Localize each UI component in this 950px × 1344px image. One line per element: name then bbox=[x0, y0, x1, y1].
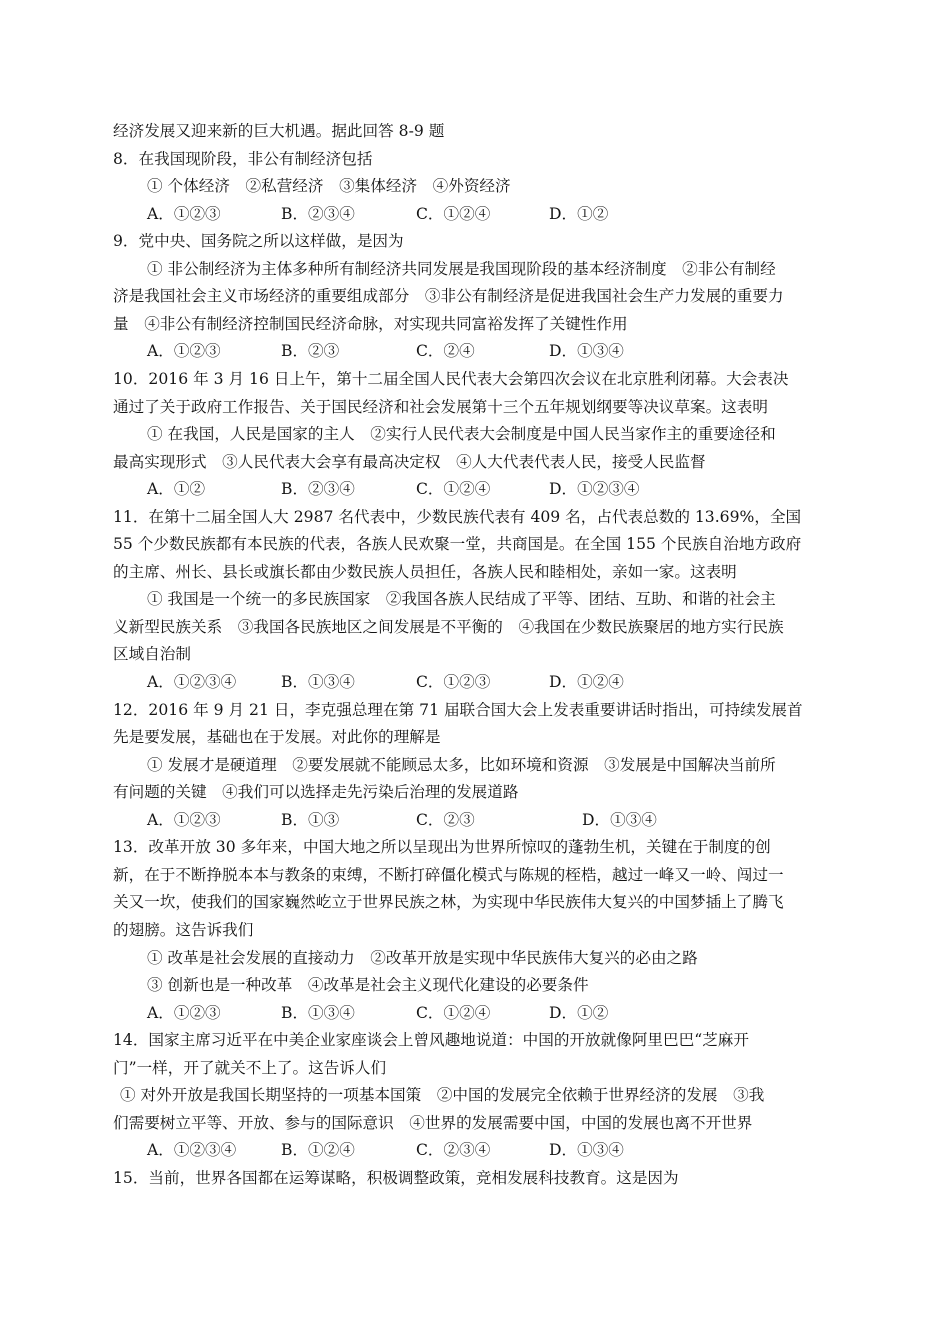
question-stem: 11．在第十二届全国人大 2987 名代表中，少数民族代表有 409 名，占代表总数的 13.69%，全国 bbox=[113, 507, 802, 526]
statement-line: ① 非公制经济为主体多种所有制经济共同发展是我国现阶段的基本经济制度 ②非公有制经 bbox=[147, 259, 776, 278]
answer-option: A．①②③ bbox=[147, 810, 221, 829]
statement-line: ① 改革是社会发展的直接动力 ②改革开放是实现中华民族伟大复兴的必由之路 bbox=[147, 948, 698, 967]
continuation-line: 的主席、州长、县长或旗长都由少数民族人员担任，各族人民和睦相处，亲如一家。这表明 bbox=[113, 562, 737, 581]
answer-option: B．②③ bbox=[281, 342, 340, 361]
continuation-line: 最高实现形式 ③人民代表大会享有最高决定权 ④人大代表代表人民，接受人民监督 bbox=[113, 452, 706, 471]
answer-option: D．①② bbox=[549, 204, 609, 223]
question-stem: 9．党中央、国务院之所以这样做，是因为 bbox=[113, 232, 404, 251]
continuation-line: 关又一坎，使我们的国家巍然屹立于世界民族之林，为实现中华民族伟大复兴的中国梦插上了腾飞 bbox=[113, 893, 784, 912]
continuation-line: 义新型民族关系 ③我国各民族地区之间发展是不平衡的 ④我国在少数民族聚居的地方实行民族 bbox=[113, 617, 784, 636]
statement-line: ① 我国是一个统一的多民族国家 ②我国各族人民结成了平等、团结、互助、和谐的社会主 bbox=[147, 590, 776, 609]
statement-line: ③ 创新也是一种改革 ④改革是社会主义现代化建设的必要条件 bbox=[147, 976, 589, 995]
answer-option: A．①② bbox=[147, 480, 206, 499]
continuation-line: 新，在于不断挣脱本本与教条的束缚，不断打碎僵化模式与陈规的桎梏，越过一峰又一岭、闯过一 bbox=[113, 865, 784, 884]
answer-option: C．①②③ bbox=[416, 673, 491, 691]
continuation-line: 济是我国社会主义市场经济的重要组成部分 ③非公有制经济是促进我国社会生产力发展的重要力 bbox=[113, 287, 784, 306]
answer-option: C．①②④ bbox=[416, 1003, 491, 1022]
answer-option: C．①②④ bbox=[416, 480, 491, 499]
continuation-line: 们需要树立平等、开放、参与的国际意识 ④世界的发展需要中国，中国的发展也离不开世界 bbox=[113, 1113, 753, 1132]
answer-option: A．①②③ bbox=[147, 1003, 221, 1022]
continuation-line: 55 个少数民族都有本民族的代表，各族人民欢聚一堂，共商国是。在全国 155 个民族自治地方政府 bbox=[113, 535, 802, 554]
answer-option: D．①②④ bbox=[549, 673, 624, 691]
statement-line: ① 个体经济 ②私营经济 ③集体经济 ④外资经济 bbox=[147, 177, 511, 196]
continuation-line: 的翅膀。这告诉我们 bbox=[113, 920, 254, 939]
answer-option: C．②④ bbox=[416, 342, 475, 361]
answer-option: B．①③④ bbox=[281, 673, 355, 691]
answer-option: B．①②④ bbox=[281, 1141, 355, 1160]
answer-option: D．①②③④ bbox=[549, 480, 640, 499]
continuation-line: 先是要发展，基础也在于发展。对此你的理解是 bbox=[113, 728, 441, 747]
answer-option: A．①②③ bbox=[147, 342, 221, 361]
question-stem: 14．国家主席习近平在中美企业家座谈会上曾风趣地说道：中国的开放就像阿里巴巴“芝麻开 bbox=[113, 1031, 749, 1050]
continuation-line: 量 ④非公有制经济控制国民经济命脉，对实现共同富裕发挥了关键性作用 bbox=[113, 314, 628, 333]
answer-option: A．①②③④ bbox=[147, 1141, 237, 1160]
answer-option: C．②③ bbox=[416, 810, 475, 829]
answer-option: A．①②③ bbox=[147, 204, 221, 223]
question-stem: 10．2016 年 3 月 16 日上午，第十二届全国人民代表大会第四次会议在北京胜利闭幕。大会表决 bbox=[113, 369, 789, 388]
answer-option: B．②③④ bbox=[281, 204, 355, 223]
answer-option: B．②③④ bbox=[281, 480, 355, 499]
answer-option: D．①③④ bbox=[549, 342, 624, 361]
question-stem: 15．当前，世界各国都在运筹谋略，积极调整政策，竞相发展科技教育。这是因为 bbox=[113, 1168, 679, 1187]
question-stem: 8．在我国现阶段，非公有制经济包括 bbox=[113, 149, 373, 168]
answer-option: D．①② bbox=[549, 1003, 609, 1022]
question-stem: 12．2016 年 9 月 21 日，李克强总理在第 71 届联合国大会上发表重要讲话时指出，可持续发展首 bbox=[113, 700, 803, 719]
statement-line: ① 在我国，人民是国家的主人 ②实行人民代表大会制度是中国人民当家作主的重要途径和 bbox=[147, 425, 776, 444]
continuation-line: 门”一样，开了就关不上了。这告诉人们 bbox=[113, 1058, 387, 1077]
answer-option: C．①②④ bbox=[416, 204, 491, 223]
statement-line: ① 发展才是硬道理 ②要发展就不能顾忌太多，比如环境和资源 ③发展是中国解决当前所 bbox=[147, 755, 776, 774]
answer-option: A．①②③④ bbox=[147, 673, 237, 691]
continuation-line: 经济发展又迎来新的巨大机遇。据此回答 8-9 题 bbox=[113, 122, 445, 140]
question-stem: 13．改革开放 30 多年来，中国大地之所以呈现出为世界所惊叹的蓬勃生机，关键在于制度的创 bbox=[113, 838, 771, 857]
statement-line: ① 对外开放是我国长期坚持的一项基本国策 ②中国的发展完全依赖于世界经济的发展 ③我 bbox=[120, 1086, 765, 1105]
continuation-line: 通过了关于政府工作报告、关于国民经济和社会发展第十三个五年规划纲要等决议草案。这表明 bbox=[113, 397, 768, 416]
answer-option: D．①③④ bbox=[582, 810, 657, 829]
continuation-line: 有问题的关键 ④我们可以选择走先污染后治理的发展道路 bbox=[113, 783, 519, 802]
answer-option: D．①③④ bbox=[549, 1141, 624, 1160]
answer-option: B．①③④ bbox=[281, 1003, 355, 1022]
answer-option: B．①③ bbox=[281, 810, 340, 829]
answer-option: C．②③④ bbox=[416, 1141, 491, 1160]
continuation-line: 区域自治制 bbox=[113, 645, 191, 664]
